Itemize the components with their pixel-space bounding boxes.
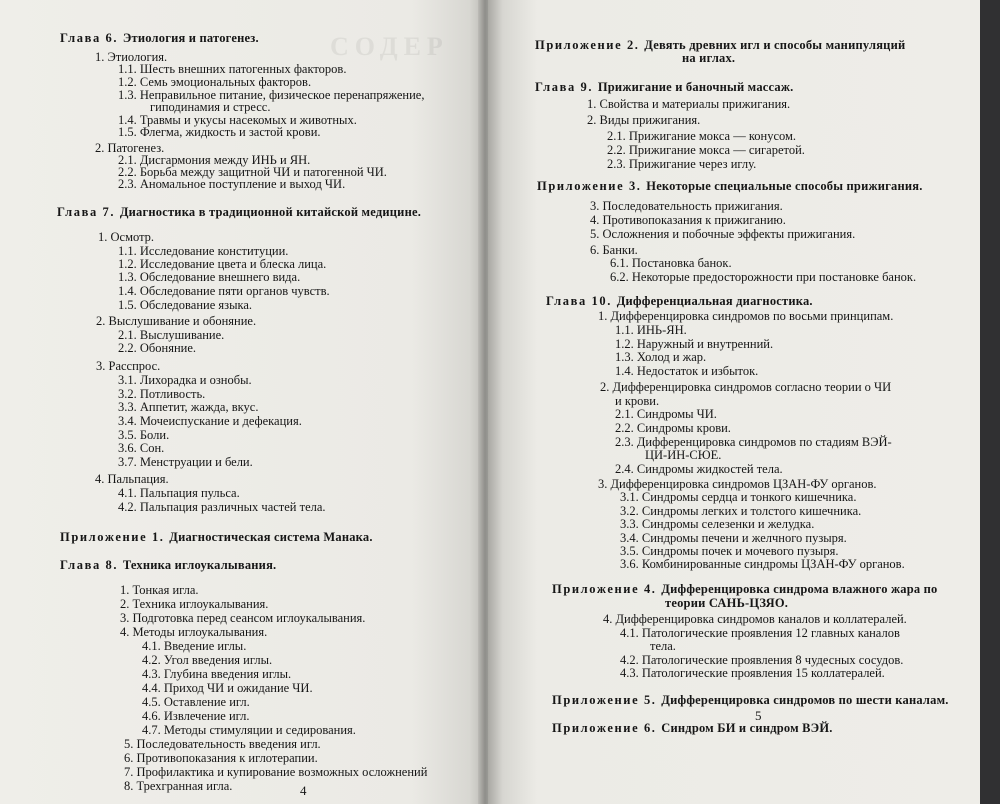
entry-text: Дифференциальная диагностика. xyxy=(616,294,813,308)
entry-text: 3. Последовательность прижигания. xyxy=(590,199,783,213)
entry-text: 3.4. Синдромы печени и желчного пузыря. xyxy=(620,531,847,545)
toc-entry xyxy=(118,298,252,312)
entry-text: 1.5. Флегма, жидкость и застой крови. xyxy=(118,125,321,139)
entry-text: Прижигание и баночный массаж. xyxy=(597,80,794,94)
toc-entry xyxy=(615,323,687,337)
entry-text: 4.1. Введение иглы. xyxy=(142,639,247,653)
entry-text: 8. Трехгранная игла. xyxy=(124,779,233,793)
toc-heading xyxy=(537,179,923,193)
entry-text: 3. Расспрос. xyxy=(96,359,161,373)
toc-entry xyxy=(142,681,313,695)
entry-text: 3.5. Синдромы почек и мочевого пузыря. xyxy=(620,544,839,558)
toc-entry xyxy=(620,544,838,558)
entry-text: 5. Осложнения и побочные эффекты прижигания. xyxy=(590,227,856,241)
entry-text: 1.3. Обследование внешнего вида. xyxy=(118,270,301,284)
page-number-left: 4 xyxy=(300,783,307,798)
entry-text: Синдром БИ и синдром ВЭЙ. xyxy=(661,721,833,735)
entry-text: 1.2. Семь эмоциональных факторов. xyxy=(118,75,312,89)
heading-prefix: Глава 8. xyxy=(60,558,123,572)
toc-entry xyxy=(620,653,903,667)
toc-heading xyxy=(60,31,259,45)
toc-entry xyxy=(615,364,758,378)
heading-prefix: Приложение 4. xyxy=(552,582,662,596)
entry-text: и крови. xyxy=(615,394,660,408)
heading-prefix: Приложение 2. xyxy=(535,38,645,52)
entry-text: 6. Банки. xyxy=(590,243,638,257)
entry-text: Девять древних игл и способы манипуляций xyxy=(644,38,906,52)
toc-entry xyxy=(120,611,365,625)
toc-entry xyxy=(142,667,291,681)
heading-prefix: Глава 7. xyxy=(57,205,120,219)
toc-entry xyxy=(615,421,731,435)
toc-entry xyxy=(98,230,154,244)
entry-text: теории САНЬ-ЦЗЯО. xyxy=(665,596,789,610)
toc-entry xyxy=(118,125,321,139)
entry-text: 4.5. Оставление игл. xyxy=(142,695,250,709)
entry-text: Некоторые специальные способы прижигания. xyxy=(646,179,923,193)
entry-text: 3.3. Аппетит, жажда, вкус. xyxy=(118,400,259,414)
entry-text: 4. Противопоказания к прижиганию. xyxy=(590,213,786,227)
entry-text: 1.2. Исследование цвета и блеска лица. xyxy=(118,257,327,271)
entry-text: 4. Пальпация. xyxy=(95,472,169,486)
entry-text: 2.1. Выслушивание. xyxy=(118,328,225,342)
heading-prefix: Приложение 6. xyxy=(552,721,662,735)
entry-text: 2.2. Синдромы крови. xyxy=(615,421,731,435)
toc-entry xyxy=(142,639,246,653)
toc-entry xyxy=(645,448,721,462)
entry-text: 2.4. Синдромы жидкостей тела. xyxy=(615,462,783,476)
toc-entry xyxy=(615,337,773,351)
toc-entry xyxy=(118,244,288,258)
entry-text: 3.6. Комбинированные синдромы ЦЗАН-ФУ органов. xyxy=(620,557,905,571)
entry-text: 1. Тонкая игла. xyxy=(120,583,199,597)
entry-text: 3.1. Лихорадка и ознобы. xyxy=(118,373,252,387)
entry-text: 2.2. Обоняние. xyxy=(118,341,197,355)
toc-entry xyxy=(118,500,326,514)
toc-entry xyxy=(620,504,861,518)
heading-prefix: Глава 10. xyxy=(546,294,617,308)
entry-text: 6.2. Некоторые предосторожности при постановке банок. xyxy=(610,270,917,284)
entry-text: 3.4. Мочеиспускание и дефекация. xyxy=(118,414,302,428)
toc-heading xyxy=(552,693,949,707)
entry-text: 3.7. Менструации и бели. xyxy=(118,455,253,469)
toc-entry xyxy=(118,400,258,414)
entry-text: 2. Дифференцировка синдромов согласно теории о ЧИ xyxy=(600,380,892,394)
entry-text: 1.1. ИНЬ-ЯН. xyxy=(615,323,687,337)
entry-text: 3.3. Синдромы селезенки и желудка. xyxy=(620,517,815,531)
heading-prefix: Приложение 1. xyxy=(60,530,170,544)
entry-text: 1.4. Обследование пяти органов чувств. xyxy=(118,284,330,298)
entry-text: 3.5. Боли. xyxy=(118,428,170,442)
entry-text: 4. Методы иглоукалывания. xyxy=(120,625,268,639)
entry-text: 2. Техника иглоукалывания. xyxy=(120,597,269,611)
heading-prefix: Глава 6. xyxy=(60,31,123,45)
toc-entry xyxy=(120,625,267,639)
toc-heading xyxy=(552,582,938,596)
toc-entry xyxy=(615,407,717,421)
entry-text: 1. Свойства и материалы прижигания. xyxy=(587,97,791,111)
entry-text: 1.3. Неправильное питание, физическое перенапряжение, xyxy=(118,88,425,102)
toc-entry xyxy=(118,284,330,298)
entry-text: 1.5. Обследование языка. xyxy=(118,298,253,312)
toc-entry xyxy=(118,62,346,76)
entry-text: 1.3. Холод и жар. xyxy=(615,350,707,364)
toc-entry xyxy=(118,373,252,387)
left-page xyxy=(0,0,484,804)
entry-text: 2.1. Прижигание мокса — конусом. xyxy=(607,129,797,143)
toc-entry xyxy=(620,490,856,504)
toc-entry xyxy=(120,597,268,611)
toc-entry xyxy=(610,270,916,284)
toc-entry xyxy=(620,557,905,571)
toc-entry xyxy=(118,455,253,469)
book-edge xyxy=(980,0,1000,804)
entry-text: 2. Выслушивание и обоняние. xyxy=(96,314,257,328)
toc-entry xyxy=(118,75,311,89)
entry-text: 4.7. Методы стимуляции и седирования. xyxy=(142,723,356,737)
entry-text: ЦИ-ИН-СЮЕ. xyxy=(645,448,722,462)
entry-text: 2.2. Прижигание мокса — сигаретой. xyxy=(607,143,805,157)
toc-entry xyxy=(590,227,855,241)
entry-text: 3. Подготовка перед сеансом иглоукалывания. xyxy=(120,611,366,625)
toc-entry xyxy=(118,414,302,428)
entry-text: 1.1. Исследование конституции. xyxy=(118,244,289,258)
entry-text: на иглах. xyxy=(682,51,736,65)
toc-entry xyxy=(118,441,164,455)
toc-entry xyxy=(607,129,796,143)
heading-prefix: Приложение 3. xyxy=(537,179,647,193)
toc-entry xyxy=(607,157,756,171)
entry-text: 4.2. Пальпация различных частей тела. xyxy=(118,500,326,514)
entry-text: 1. Осмотр. xyxy=(98,230,155,244)
entry-text: 1.2. Наружный и внутренний. xyxy=(615,337,774,351)
toc-entry xyxy=(590,243,638,257)
entry-text: 4.2. Патологические проявления 8 чудесных сосудов. xyxy=(620,653,904,667)
toc-heading xyxy=(60,558,276,572)
heading-prefix: Приложение 5. xyxy=(552,693,662,707)
toc-entry xyxy=(607,143,805,157)
entry-text: 4.2. Угол введения иглы. xyxy=(142,653,273,667)
toc-heading xyxy=(546,294,813,308)
toc-entry xyxy=(620,626,900,640)
entry-text: Диагностика в традиционной китайской медицине. xyxy=(119,205,422,219)
toc-entry xyxy=(124,751,318,765)
toc-heading xyxy=(682,51,735,65)
toc-entry xyxy=(615,350,706,364)
toc-entry xyxy=(650,639,676,653)
toc-entry xyxy=(118,270,300,284)
toc-entry xyxy=(150,100,270,114)
entry-text: 2.2. Борьба между защитной ЧИ и патогенной ЧИ. xyxy=(118,165,387,179)
toc-entry xyxy=(615,435,892,449)
toc-heading xyxy=(535,80,793,94)
entry-text: 4.3. Патологические проявления 15 коллатералей. xyxy=(620,666,885,680)
toc-entry xyxy=(118,328,224,342)
toc-entry xyxy=(124,737,321,751)
toc-entry xyxy=(96,359,160,373)
toc-entry xyxy=(142,709,249,723)
toc-entry xyxy=(620,666,885,680)
toc-entry xyxy=(96,314,256,328)
toc-entry xyxy=(120,583,199,597)
entry-text: 1.4. Недостаток и избыток. xyxy=(615,364,759,378)
toc-entry xyxy=(118,428,169,442)
toc-entry xyxy=(124,765,427,779)
entry-text: Этиология и патогенез. xyxy=(122,31,259,45)
entry-text: 1.1. Шесть внешних патогенных факторов. xyxy=(118,62,347,76)
entry-text: 3.6. Сон. xyxy=(118,441,165,455)
toc-heading xyxy=(57,205,421,219)
toc-entry xyxy=(142,723,356,737)
right-page xyxy=(488,0,980,804)
heading-prefix: Глава 9. xyxy=(535,80,598,94)
toc-entry xyxy=(118,387,205,401)
toc-entry xyxy=(118,177,345,191)
toc-entry xyxy=(598,309,893,323)
entry-text: 2.3. Прижигание через иглу. xyxy=(607,157,757,171)
entry-text: 2.3. Дифференцировка синдромов по стадиям ВЭЙ- xyxy=(615,435,892,449)
toc-entry xyxy=(615,394,659,408)
toc-entry xyxy=(615,462,783,476)
toc-entry xyxy=(118,341,196,355)
entry-text: Дифференцировка синдрома влажного жара по xyxy=(661,582,938,596)
toc-entry xyxy=(590,213,786,227)
bleed-through-heading: СОДЕР xyxy=(330,32,449,61)
entry-text: 1. Этиология. xyxy=(95,50,168,64)
toc-entry xyxy=(142,695,250,709)
toc-heading xyxy=(665,596,788,610)
entry-text: 7. Профилактика и купирование возможных осложнений xyxy=(124,765,428,779)
toc-heading xyxy=(535,38,905,52)
entry-text: 4. Дифференцировка синдромов каналов и коллатералей. xyxy=(603,612,907,626)
entry-text: 3.2. Потливость. xyxy=(118,387,206,401)
toc-entry xyxy=(598,477,877,491)
entry-text: 3. Дифференцировка синдромов ЦЗАН-ФУ органов. xyxy=(598,477,877,491)
toc-entry xyxy=(118,257,326,271)
toc-entry xyxy=(587,97,790,111)
entry-text: гиподинамия и стресс. xyxy=(150,100,271,114)
toc-entry xyxy=(142,653,272,667)
page-number-right: 5 xyxy=(755,708,762,723)
entry-text: тела. xyxy=(650,639,676,653)
entry-text: 4.3. Глубина введения иглы. xyxy=(142,667,292,681)
entry-text: Диагностическая система Манака. xyxy=(169,530,373,544)
toc-heading xyxy=(552,721,833,735)
entry-text: 4.6. Извлечение игл. xyxy=(142,709,250,723)
entry-text: 4.4. Приход ЧИ и ожидание ЧИ. xyxy=(142,681,313,695)
entry-text: 4.1. Пальпация пульса. xyxy=(118,486,240,500)
entry-text: 2.1. Дисгармония между ИНЬ и ЯН. xyxy=(118,153,311,167)
entry-text: 6. Противопоказания к иглотерапии. xyxy=(124,751,318,765)
entry-text: 4.1. Патологические проявления 12 главных каналов xyxy=(620,626,900,640)
toc-entry xyxy=(610,256,732,270)
toc-entry xyxy=(95,472,169,486)
entry-text: 2. Патогенез. xyxy=(95,141,165,155)
entry-text: Дифференцировка синдромов по шести каналам. xyxy=(661,693,949,707)
entry-text: 5. Последовательность введения игл. xyxy=(124,737,321,751)
toc-entry xyxy=(124,779,232,793)
toc-entry xyxy=(603,612,907,626)
entry-text: 3.1. Синдромы сердца и тонкого кишечника. xyxy=(620,490,857,504)
toc-entry xyxy=(620,517,814,531)
toc-heading xyxy=(60,530,373,544)
entry-text: 1. Дифференцировка синдромов по восьми принципам. xyxy=(598,309,894,323)
toc-entry xyxy=(620,531,847,545)
toc-entry xyxy=(587,113,700,127)
toc-entry xyxy=(600,380,891,394)
entry-text: 6.1. Постановка банок. xyxy=(610,256,732,270)
entry-text: 3.2. Синдромы легких и толстого кишечника. xyxy=(620,504,862,518)
entry-text: 2.1. Синдромы ЧИ. xyxy=(615,407,717,421)
toc-entry xyxy=(590,199,783,213)
entry-text: Техника иглоукалывания. xyxy=(122,558,277,572)
entry-text: 1.4. Травмы и укусы насекомых и животных. xyxy=(118,113,357,127)
entry-text: 2. Виды прижигания. xyxy=(587,113,701,127)
entry-text: 2.3. Аномальное поступление и выход ЧИ. xyxy=(118,177,346,191)
toc-entry xyxy=(118,486,240,500)
